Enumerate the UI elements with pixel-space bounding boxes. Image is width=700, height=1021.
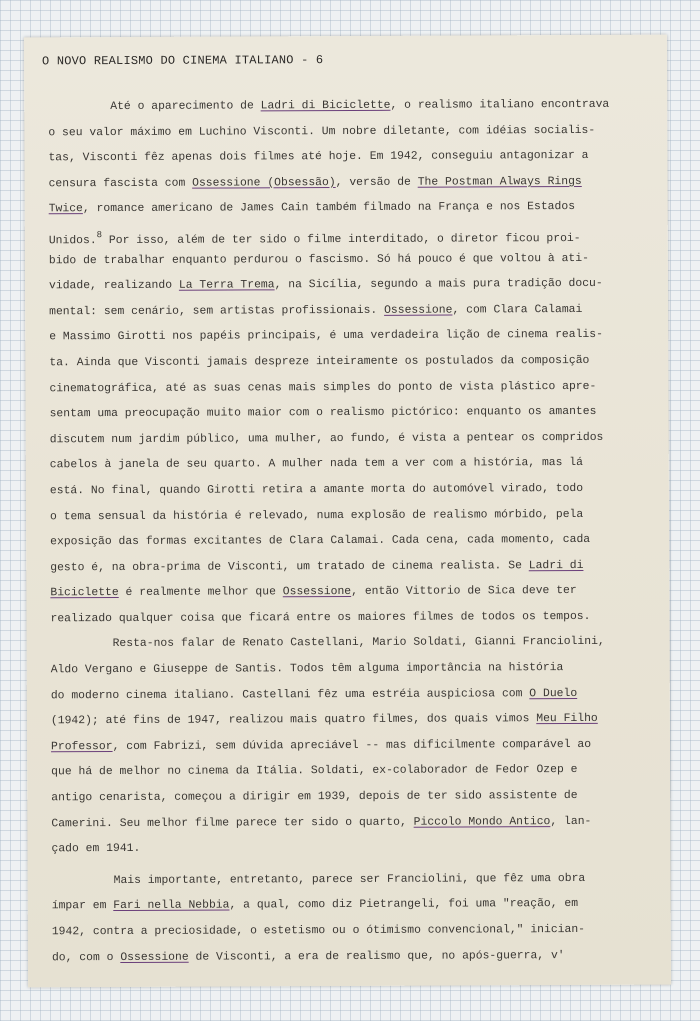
underlined-title: Fari nella Nebbia xyxy=(113,899,230,913)
text-line: tas, Visconti fêz apenas dois filmes até hoje. Em 1942, conseguiu antagonizar a xyxy=(48,150,589,165)
underlined-title: Ossessione xyxy=(120,951,189,964)
text-line: 1942, contra a preciosidade, o estetismo ou o ótimismo convencional," inician- xyxy=(51,923,586,939)
text-line: Biciclette é realmente melhor que Ossessione, então Vittorio de Sica deve ter xyxy=(50,585,577,600)
text-line: censura fascista com Ossessione (Obsessão), versão de The Postman Always Rings xyxy=(48,175,582,191)
typed-page xyxy=(24,35,671,988)
text-line: discutem num jardim público, uma mulher, ao fundo, é vista a pentear os compridos xyxy=(49,431,604,447)
text-line: Aldo Vergano e Giuseppe de Santis. Todos têm alguma importância na história xyxy=(50,662,564,677)
text-line: do moderno cinema italiano. Castellani fêz uma estréia auspiciosa com O Duelo xyxy=(50,687,578,702)
text-line: mental: sem cenário, sem artistas profissionais. Ossessione, com Clara Calamai xyxy=(49,303,583,319)
text-line: cabelos à janela de seu quarto. A mulher nada tem a ver com a história, mas lá xyxy=(49,457,583,472)
text-line: está. No final, quando Girotti retira a amante morta do automóvel virado, todo xyxy=(49,482,584,498)
page-body xyxy=(48,93,662,972)
text-line: bido de trabalhar enquanto perdurou o fascismo. Só há pouco é que voltou à ati- xyxy=(48,252,589,267)
text-line: (1942); até fins de 1947, realizou mais quatro filmes, dos quais vimos Meu Filho xyxy=(50,713,598,728)
text-line: vidade, realizando La Terra Trema, na Sicília, segundo a mais pura tradição docu- xyxy=(48,278,603,293)
text-line: ta. Ainda que Visconti jamais despreze inteiramente os postulados da composição xyxy=(49,354,590,370)
text-line: Resta-nos falar de Renato Castellani, Mario Soldati, Gianni Franciolini, xyxy=(112,636,605,651)
underlined-title: Meu Filho xyxy=(536,713,598,726)
page-header: O NOVO REALISMO DO CINEMA ITALIANO - 6 xyxy=(42,53,324,69)
text-line: gesto é, na obra-prima de Visconti, um tratado de cinema realista. Se Ladri di xyxy=(50,559,584,574)
text-line: e Massimo Girotti nos papéis principais, é uma verdadeira lição de cinema realis- xyxy=(49,329,603,344)
underlined-title: Professor xyxy=(51,740,113,754)
underlined-title: The Postman Always Rings xyxy=(417,175,582,189)
text-line: Até o aparecimento de Ladri di Biciclette, o realismo italiano encontrava xyxy=(110,98,610,114)
underlined-title: Biciclette xyxy=(50,587,119,600)
text-line: cinematográfica, até as suas cenas mais simples do ponto de vista plástico apre- xyxy=(49,380,597,395)
text-line: antigo cenarista, começou a dirigir em 1939, depois de ter sido assistente de xyxy=(51,790,578,805)
text-line: realizado qualquer coisa que ficará entre os maiores filmes de todos os tempos. xyxy=(50,610,591,626)
text-line: sentam uma preocupação muito maior com o realismo pictórico: enquanto os amantes xyxy=(49,406,597,421)
underlined-title: Ladri di xyxy=(528,559,584,572)
text-line: ímpar em Fari nella Nebbia, a qual, como diz Pietrangeli, foi uma "reação, em xyxy=(51,898,579,913)
text-line: exposição das formas excitantes de Clara Calamai. Cada cena, cada momento, cada xyxy=(50,534,591,549)
text-line: que há de melhor no cinema da Itália. Soldati, ex-colaborador de Fedor Ozep e xyxy=(51,764,578,779)
underlined-title: O Duelo xyxy=(529,687,578,700)
text-line: Twice, romance americano de James Cain também filmado na França e nos Estados xyxy=(48,201,576,216)
underlined-title: Twice xyxy=(48,203,83,216)
text-line: o tema sensual da história é relevado, numa explosão de realismo mórbido, pela xyxy=(49,508,584,523)
underlined-title: La Terra Trema xyxy=(178,279,275,292)
text-line: çado em 1941. xyxy=(51,843,141,856)
text-line: do, com o Ossessione de Visconti, a era de realismo que, no após-guerra, v' xyxy=(51,949,565,964)
text-line: Professor, com Fabrizi, sem dúvida apreciável -- mas dificilmente comparável ao xyxy=(51,738,592,754)
text-line: Camerini. Seu melhor filme parece ter sido o quarto, Piccolo Mondo Antico, lan- xyxy=(51,815,592,830)
footnote-mark: 8 xyxy=(96,230,103,241)
text-line: Unidos.$^8$ Por isso, além de ter sido o filme interditado, o diretor ficou proi- xyxy=(48,230,581,248)
underlined-title: Piccolo Mondo Antico xyxy=(413,815,551,829)
underlined-title: Ladri di Biciclette xyxy=(260,99,391,113)
text-line: Mais importante, entretanto, parece ser Franciolini, que fêz uma obra xyxy=(113,872,586,887)
underlined-title: Ossessione (Obsessão) xyxy=(192,176,336,190)
underlined-title: Ossessione xyxy=(282,586,352,599)
underlined-title: Ossessione xyxy=(384,304,453,317)
text-line: o seu valor máximo em Luchino Visconti. Um nobre diletante, com idéias socialis- xyxy=(48,124,596,139)
